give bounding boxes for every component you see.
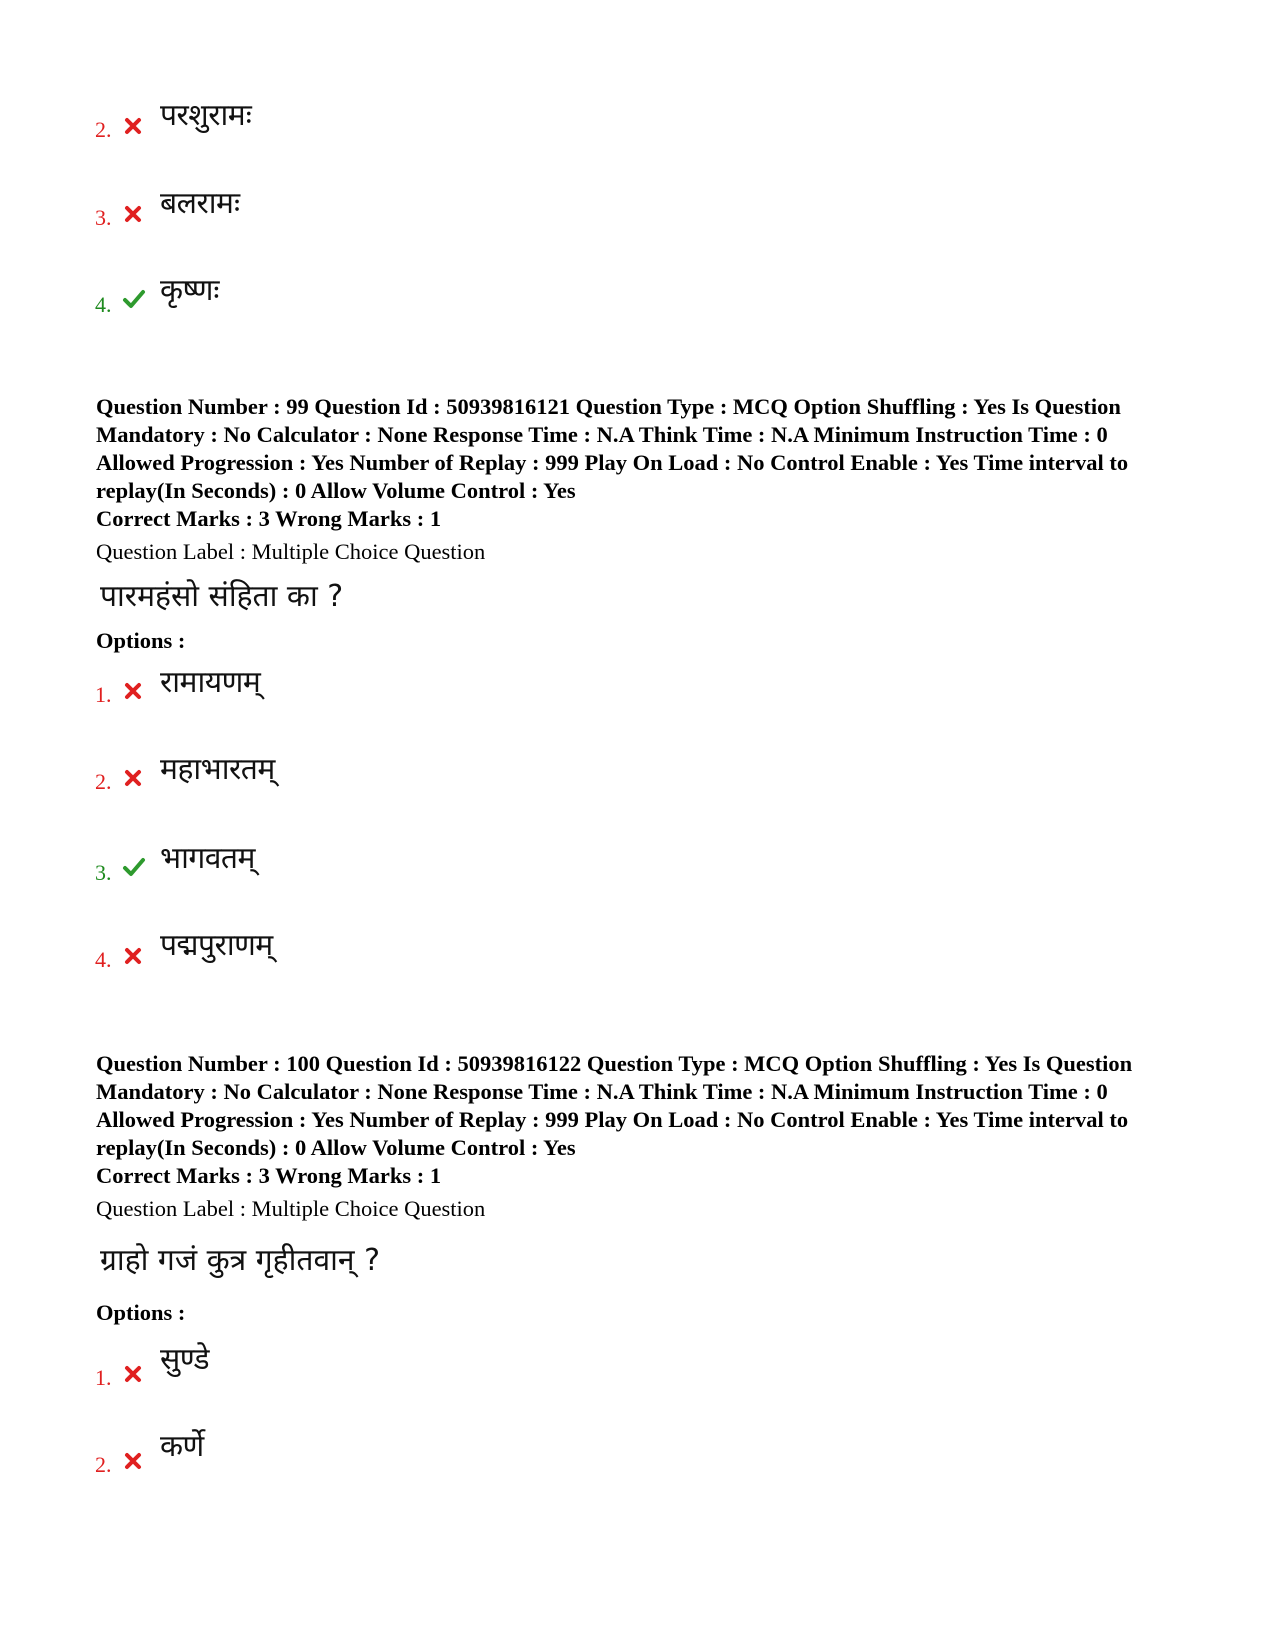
option-row bbox=[0, 925, 1275, 985]
cross-icon bbox=[122, 680, 144, 702]
option-number: 3. bbox=[95, 205, 112, 230]
option-text: कर्णे bbox=[160, 1429, 204, 1464]
question-text: पारमहंसो संहिता का ? bbox=[100, 579, 344, 614]
cross-icon bbox=[122, 1450, 144, 1472]
cross-icon bbox=[122, 945, 144, 967]
option-number: 4. bbox=[95, 947, 112, 972]
option-row bbox=[0, 95, 1275, 155]
cross-icon bbox=[122, 767, 144, 789]
question-meta: Question Number : 99 Question Id : 50939816121 Question Type : MCQ Option Shuffling : Yes Is Question Mandatory : No Calculator : None Response Time : N.A Think Time : N.A Minimum Instruction Time : 0 Allowed Progression : Yes Number of Replay : 999 Play On Load : No Control Enable : Yes Time interval to replay(In Seconds) : 0 Allow Volume Control : Yes bbox=[96, 394, 1129, 503]
option-row bbox=[0, 660, 1275, 720]
option-row bbox=[0, 1430, 1275, 1490]
option-text: भागवतम् bbox=[160, 841, 255, 876]
option-number: 3. bbox=[95, 860, 112, 885]
option-number: 2. bbox=[95, 117, 112, 142]
option-text: रामायणम् bbox=[160, 665, 261, 700]
question-meta: Question Number : 100 Question Id : 50939816122 Question Type : MCQ Option Shuffling : Yes Is Question Mandatory : No Calculator : None Response Time : N.A Think Time : N.A Minimum Instruction Time : 0 Allowed Progression : Yes Number of Replay : 999 Play On Load : No Control Enable : Yes Time interval to replay(In Seconds) : 0 Allow Volume Control : Yes bbox=[96, 1051, 1133, 1160]
question-marks: Correct Marks : 3 Wrong Marks : 1 bbox=[96, 1163, 442, 1188]
question-label: Question Label : Multiple Choice Question bbox=[96, 1196, 486, 1221]
option-row bbox=[0, 838, 1275, 898]
option-number: 4. bbox=[95, 292, 112, 317]
option-number: 2. bbox=[95, 1452, 112, 1477]
option-text: सुण्डे bbox=[160, 1342, 210, 1377]
option-row bbox=[0, 1343, 1275, 1403]
check-icon bbox=[122, 288, 146, 310]
option-number: 2. bbox=[95, 769, 112, 794]
option-text: कृष्णः bbox=[160, 273, 219, 308]
cross-icon bbox=[122, 1363, 144, 1385]
cross-icon bbox=[122, 203, 144, 225]
check-icon bbox=[122, 856, 146, 878]
option-row bbox=[0, 270, 1275, 330]
option-text: महाभारतम् bbox=[160, 752, 275, 787]
options-heading: Options : bbox=[96, 628, 186, 653]
option-text: परशुरामः bbox=[160, 98, 252, 133]
question-marks: Correct Marks : 3 Wrong Marks : 1 bbox=[96, 506, 442, 531]
option-text: बलरामः bbox=[160, 186, 240, 221]
option-number: 1. bbox=[95, 1365, 112, 1390]
options-heading: Options : bbox=[96, 1300, 186, 1325]
option-row bbox=[0, 747, 1275, 807]
cross-icon bbox=[122, 115, 144, 137]
option-number: 1. bbox=[95, 682, 112, 707]
question-label: Question Label : Multiple Choice Question bbox=[96, 539, 486, 564]
option-row bbox=[0, 183, 1275, 243]
option-text: पद्मपुराणम् bbox=[160, 928, 273, 963]
question-text: ग्राहो गजं कुत्र गृहीतवान् ? bbox=[100, 1243, 380, 1278]
